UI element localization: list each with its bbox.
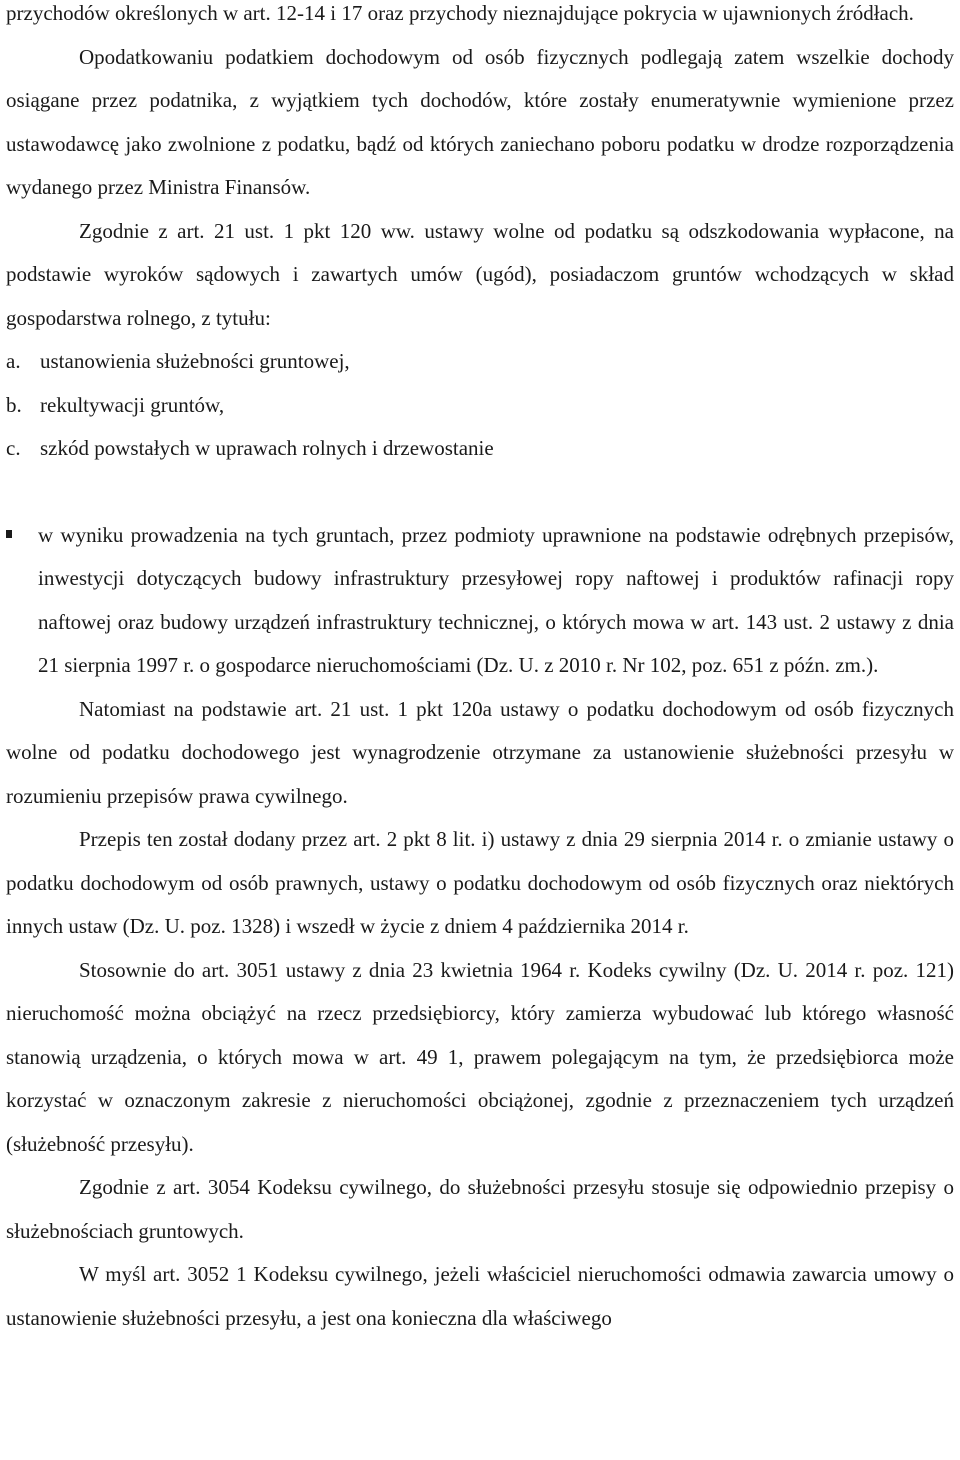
paragraph-civil-code-3052: W myśl art. 3052 1 Kodeksu cywilnego, jeżeli właściciel nieruchomości odmawia zawarcia umowy o ustanowienie służebności przesyłu, a jest ona konieczna dla właściwego xyxy=(6,1262,954,1330)
bullet-text: w wyniku prowadzenia na tych gruntach, przez podmioty uprawnione na podstawie odrębnych przepisów, inwestycji dotyczących budowy infrastruktury przesyłowej ropy naftowej i produktów rafinacji ropy naftowej oraz budowy urządzeń infrastruktury technicznej, o których mowa w art. 143 ust. 2 ustawy z dnia 21 sierpnia 1997 r. o gospodarce nieruchomościami (Dz. U. z 2010 r. Nr 102, poz. 651 z późn. zm.). xyxy=(38,522,954,677)
list-item xyxy=(6,340,954,384)
paragraph-civil-code-3054: Zgodnie z art. 3054 Kodeksu cywilnego, do służebności przesyłu stosuje się odpowiednio przepisy o służebnościach gruntowych. xyxy=(6,1175,954,1243)
list-item xyxy=(6,384,954,428)
paragraph-art21-120a: Natomiast na podstawie art. 21 ust. 1 pkt 120a ustawy o podatku dochodowym od osób fizycznych wolne od podatku dochodowego jest wynagrodzenie otrzymane za ustanowienie służebności przesyłu w rozumieniu przepisów prawa cywilnego. xyxy=(6,696,954,808)
square-bullet-icon xyxy=(6,530,12,538)
list-letter: c. xyxy=(6,436,21,460)
paragraph-civil-code-3051: Stosownie do art. 3051 ustawy z dnia 23 kwietnia 1964 r. Kodeks cywilny (Dz. U. 2014 r. poz. 121) nieruchomość można obciążyć na rzecz przedsiębiorcy, który zamierza wybudować lub którego własność stanowią urządzenia, o których mowa w art. 49 1, prawem polegającym na tym, że przedsiębiorca może korzystać w oznaczonym zakresie z nieruchomości obciążonej, zgodnie z przeznaczeniem tych urządzeń (służebność przesyłu). xyxy=(6,957,954,1156)
list-item-text: rekultywacji gruntów, xyxy=(40,392,225,417)
paragraph-amendment: Przepis ten został dodany przez art. 2 pkt 8 lit. i) ustawy z dnia 29 sierpnia 2014 r. o zmianie ustawy o podatku dochodowym od osób prawnych, ustawy o podatku dochodowym od osób fizycznych oraz niektórych innych ustaw (Dz. U. poz. 1328) i wszedł w życie z dniem 4 października 2014 r. xyxy=(6,827,954,938)
bullet-paragraph xyxy=(6,514,954,688)
list-item xyxy=(6,427,954,471)
list-item-text: szkód powstałych w uprawach rolnych i drzewostanie xyxy=(40,436,494,460)
paragraph-exemption-art21: Zgodnie z art. 21 ust. 1 pkt 120 ww. ustawy wolne od podatku są odszkodowania wypłacone, na podstawie wyroków sądowych i zawartych umów (ugód), posiadaczom gruntów wchodzących w skład gospodarstwa rolnego, z tytułu: xyxy=(6,218,954,330)
paragraph-continuation: przychodów określonych w art. 12-14 i 17 oraz przychody nieznajdujące pokrycia w ujawnionych źródłach. xyxy=(6,1,914,25)
list-letter: a. xyxy=(6,349,21,373)
list-letter: b. xyxy=(6,392,22,417)
document-page xyxy=(6,0,954,1340)
exemption-list xyxy=(6,340,954,471)
paragraph-taxation: Opodatkowaniu podatkiem dochodowym od osób fizycznych podlegają zatem wszelkie dochody osiągane przez podatnika, z wyjątkiem tych dochodów, które zostały enumeratywnie wymienione przez ustawodawcę jako zwolnione z podatku, bądź od których zaniechano poboru podatku w drodze rozporządzenia wydanego przez Ministra Finansów. xyxy=(6,44,954,199)
list-item-text: ustanowienia służebności gruntowej, xyxy=(40,349,350,373)
spacer xyxy=(6,471,954,514)
